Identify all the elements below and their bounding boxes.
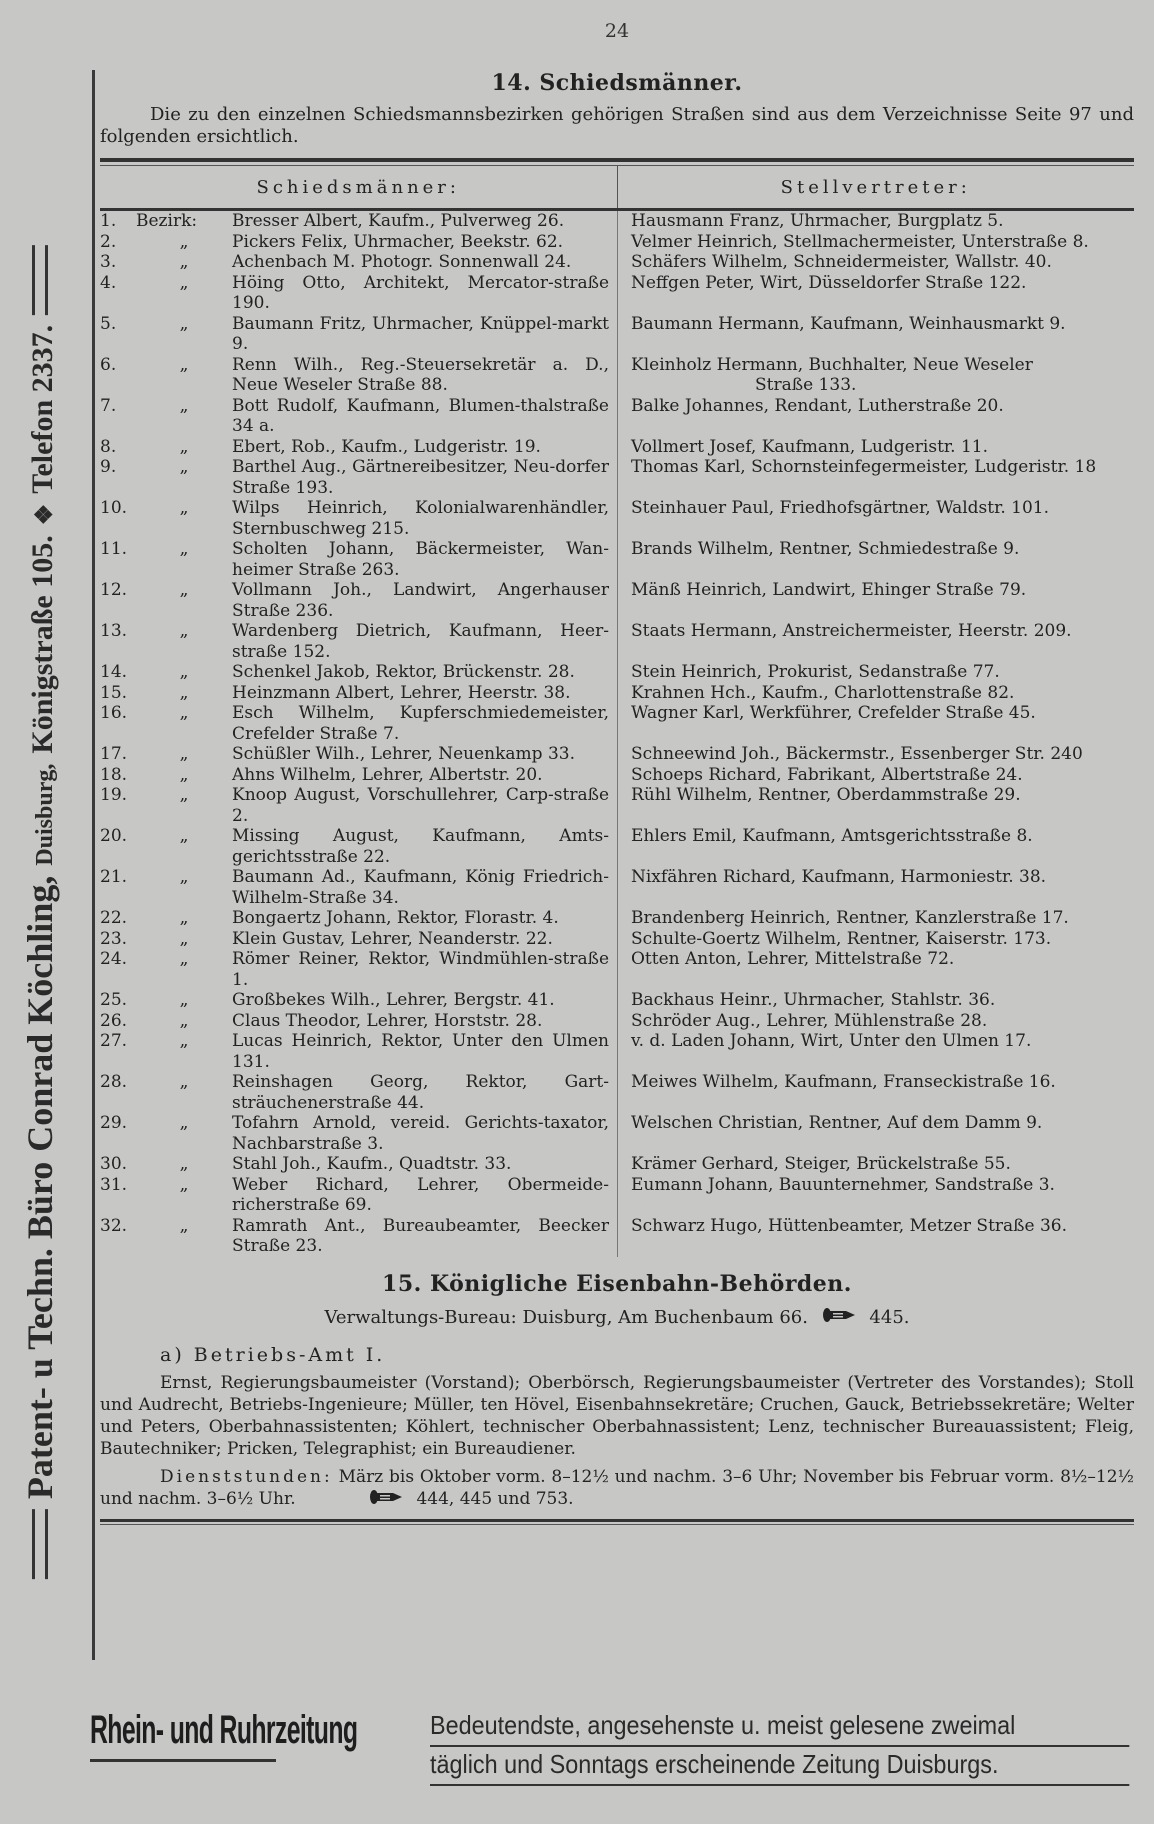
deputy-cell [617, 539, 1134, 580]
arbitrator-cell [100, 765, 617, 786]
arbitrator-entry: Schüßler Wilh., Lehrer, Neuenkamp 33. [232, 744, 575, 764]
arbitrator-entry: Lucas Heinrich, Rektor, Unter den Ulmen 131. [232, 1031, 609, 1072]
arbitrator-cell [100, 929, 617, 950]
district-number: 7. [100, 395, 117, 416]
arbitrator-cell [100, 498, 617, 539]
table-row [100, 232, 1134, 253]
deputy-cell [617, 908, 1134, 929]
deputy-cell [617, 580, 1134, 621]
deputy-entry: Schäfers Wilhelm, Schneidermeister, Wallstr. 40. [631, 252, 1052, 272]
table-row [100, 396, 1134, 437]
arbitrator-entry: Pickers Felix, Uhrmacher, Beekstr. 62. [232, 231, 564, 252]
table-row [100, 949, 1134, 990]
deputy-entry: Meiwes Wilhelm, Kaufmann, Franseckistraße 16. [631, 1072, 1056, 1092]
table-row [100, 744, 1134, 765]
district-number: 22. [100, 908, 128, 928]
ditto-mark: „ [179, 436, 189, 457]
table-row [100, 785, 1134, 826]
arbitrator-entry: Höing Otto, Architekt, Mercator-straße 190. [232, 272, 609, 313]
ditto-mark: „ [179, 990, 189, 1010]
arbitrator-entry: Schenkel Jakob, Rektor, Brückenstr. 28. [232, 662, 575, 682]
phone-numbers: 444, 445 und 753. [416, 1489, 574, 1509]
sidebar-segment: Königstraße 105. [26, 535, 59, 754]
arbitrator-cell [100, 867, 617, 908]
section-intro: Die zu den einzelnen Schiedsmannsbezirken gehörigen Straßen sind aus dem Verzeichnisse Seite 97 und folgenden ersichtlich. [100, 104, 1134, 147]
table-row [100, 539, 1134, 580]
district-number: 15. [100, 682, 128, 703]
deputy-entry: Neffgen Peter, Wirt, Düsseldorfer Straße 122. [631, 272, 1027, 293]
arbitrator-entry: Reinshagen Georg, Rektor, Gart-sträuchenerstraße 44. [232, 1072, 609, 1113]
district-number: 8. [100, 436, 117, 457]
telephone-icon [822, 1307, 856, 1328]
ditto-mark: „ [179, 354, 189, 375]
arbitrator-table [100, 211, 1134, 1257]
ditto-mark: „ [179, 313, 189, 334]
deputy-cell [617, 703, 1134, 744]
deputy-cell [617, 437, 1134, 458]
table-row [100, 703, 1134, 744]
newspaper-description [430, 1708, 1130, 1786]
sidebar-segment: Conrad Köchling, [20, 875, 60, 1152]
table-row [100, 211, 1134, 232]
arbitrator-cell [100, 703, 617, 744]
office-hours [100, 1466, 1134, 1511]
arbitrator-entry: Klein Gustav, Lehrer, Neanderstr. 22. [232, 928, 553, 949]
deputy-entry: Eumann Johann, Bauunternehmer, Sandstraße 3. [631, 1174, 1055, 1195]
deputy-cell [617, 990, 1134, 1011]
deputy-cell [617, 355, 1134, 396]
district-number: 14. [100, 662, 128, 682]
district-number: 9. [100, 457, 117, 477]
table-row [100, 908, 1134, 929]
deputy-entry: Vollmert Josef, Kaufmann, Ludgeristr. 11. [631, 436, 989, 457]
ditto-mark: „ [179, 580, 189, 600]
arbitrator-entry: Scholten Johann, Bäckermeister, Wan-heimer Straße 263. [232, 539, 609, 580]
district-number: 5. [100, 313, 117, 334]
deputy-entry: Otten Anton, Lehrer, Mittelstraße 72. [631, 949, 955, 969]
deputy-entry: Kleinholz Hermann, Buchhalter, Neue Weseler [631, 354, 1033, 375]
arbitrator-cell [100, 1216, 617, 1257]
ditto-mark: „ [179, 272, 189, 293]
district-number: 29. [100, 1113, 128, 1133]
arbitrator-cell [100, 683, 617, 704]
table-row [100, 457, 1134, 498]
district-number: 20. [100, 826, 128, 846]
table-row [100, 621, 1134, 662]
arbitrator-cell [100, 1031, 617, 1072]
district-number: 1. [100, 211, 117, 231]
arbitrator-cell [100, 949, 617, 990]
ditto-mark: „ [179, 908, 189, 928]
footer-rule [100, 1519, 1134, 1525]
deputy-cell [617, 949, 1134, 990]
deputy-cell [617, 785, 1134, 826]
deputy-cell [617, 765, 1134, 786]
district-number: 28. [100, 1072, 128, 1092]
ditto-mark: „ [179, 682, 189, 703]
arbitrator-entry: Baumann Fritz, Uhrmacher, Knüppel-markt 9. [232, 313, 609, 354]
newspaper-name: Rhein- und Ruhrzeitung [90, 1708, 276, 1762]
ditto-mark: „ [179, 1010, 189, 1031]
district-number: 30. [100, 1154, 128, 1174]
table-row [100, 1154, 1134, 1175]
district-number: 17. [100, 744, 128, 764]
arbitrator-cell [100, 621, 617, 662]
deputy-entry: Balke Johannes, Rendant, Lutherstraße 20. [631, 395, 1004, 416]
deputy-entry: Hausmann Franz, Uhrmacher, Burgplatz 5. [631, 211, 1004, 231]
arbitrator-entry: Baumann Ad., Kaufmann, König Friedrich-Wilhelm-Straße 34. [232, 867, 609, 908]
arbitrator-cell [100, 744, 617, 765]
district-number: 2. [100, 231, 117, 252]
ditto-mark: „ [179, 703, 189, 723]
deputy-entry: Stein Heinrich, Prokurist, Sedanstraße 77. [631, 662, 1000, 682]
arbitrator-entry: Missing August, Kaufmann, Amts-gerichtsstraße 22. [232, 826, 609, 867]
deputy-entry: Schwarz Hugo, Hüttenbeamter, Metzer Straße 36. [631, 1215, 1068, 1236]
page-content [100, 70, 1134, 1525]
arbitrator-entry: Ebert, Rob., Kaufm., Ludgeristr. 19. [232, 436, 541, 457]
arbitrator-entry: Renn Wilh., Reg.-Steuersekretär a. D., Neue Weseler Straße 88. [232, 354, 609, 395]
arbitrator-cell [100, 457, 617, 498]
deputy-cell [617, 1113, 1134, 1154]
ditto-mark: „ [179, 457, 189, 477]
deputy-entry: Ehlers Emil, Kaufmann, Amtsgerichtsstraße 8. [631, 826, 1033, 846]
arbitrator-entry: Wilps Heinrich, Kolonialwarenhändler, Sternbuschweg 215. [232, 498, 609, 539]
sidebar-segment: Telefon 2337. [26, 324, 59, 494]
district-number: 21. [100, 867, 128, 887]
sidebar-text [19, 245, 61, 1579]
deputy-entry: Rühl Wilhelm, Rentner, Oberdammstraße 29. [631, 785, 1021, 805]
deputy-cell [617, 683, 1134, 704]
table-row [100, 826, 1134, 867]
deputy-cell [617, 314, 1134, 355]
ornament-icon: ❖ [32, 503, 58, 526]
deputy-cell [617, 273, 1134, 314]
arbitrator-entry: Bongaertz Johann, Rektor, Florastr. 4. [232, 908, 559, 928]
table-row [100, 1175, 1134, 1216]
hours-label: Dienststunden: [160, 1467, 333, 1487]
deputy-cell [617, 1216, 1134, 1257]
deputy-cell [617, 867, 1134, 908]
arbitrator-cell [100, 437, 617, 458]
district-number: 4. [100, 272, 117, 293]
arbitrator-entry: Bott Rudolf, Kaufmann, Blumen-thalstraße 34 a. [232, 395, 609, 436]
deputy-cell [617, 929, 1134, 950]
ditto-mark: „ [179, 744, 189, 764]
deputy-cell [617, 662, 1134, 683]
arbitrator-cell [100, 273, 617, 314]
district-number: 19. [100, 785, 128, 805]
deputy-cell [617, 1072, 1134, 1113]
ad-line: Bedeutendste, angesehenste u. meist gelesene zweimal [430, 1708, 1129, 1747]
deputy-entry: Krahnen Hch., Kaufm., Charlottenstraße 82. [631, 682, 1015, 703]
deputy-entry: Schoeps Richard, Fabrikant, Albertstraße 24. [631, 764, 1023, 785]
table-row [100, 1011, 1134, 1032]
telephone-icon [309, 1489, 403, 1511]
deputy-entry: Wagner Karl, Werkführer, Crefelder Straße 45. [631, 703, 1036, 723]
double-rule [32, 1509, 48, 1579]
deputy-entry: Nixfähren Richard, Kaufmann, Harmoniestr. 38. [631, 867, 1047, 887]
arbitrator-entry: Römer Reiner, Rektor, Windmühlen-straße 1. [232, 949, 609, 990]
district-number: 10. [100, 498, 128, 518]
ditto-mark: „ [179, 1215, 189, 1236]
arbitrator-cell [100, 580, 617, 621]
deputy-entry: Staats Hermann, Anstreichermeister, Heerstr. 209. [631, 621, 1072, 641]
district-number: 16. [100, 703, 128, 723]
deputy-entry: Krämer Gerhard, Steiger, Brückelstraße 55. [631, 1154, 1011, 1174]
arbitrator-cell [100, 990, 617, 1011]
table-rule [100, 158, 1134, 162]
arbitrator-entry: Stahl Joh., Kaufm., Quadtstr. 33. [232, 1154, 512, 1174]
ditto-mark: „ [179, 928, 189, 949]
deputy-entry: Schneewind Joh., Bäckermstr., Essenberger Str. 240 [631, 744, 1083, 764]
table-row [100, 252, 1134, 273]
arbitrator-cell [100, 826, 617, 867]
newspaper-advertisement [90, 1708, 1134, 1779]
ditto-mark: „ [179, 1072, 189, 1092]
ditto-mark: „ [179, 395, 189, 416]
deputy-cell [617, 744, 1134, 765]
table-row [100, 273, 1134, 314]
table-row [100, 355, 1134, 396]
column-header-arbitrators: Schiedsmänner: [100, 166, 618, 208]
ditto-mark: „ [179, 539, 189, 559]
column-header-deputies: Stellvertreter: [780, 176, 971, 198]
deputy-entry: Brands Wilhelm, Rentner, Schmiedestraße 9. [631, 539, 1020, 559]
ditto-mark: „ [179, 949, 189, 969]
deputy-entry: Velmer Heinrich, Stellmachermeister, Unterstraße 8. [631, 231, 1089, 252]
deputy-cell [617, 396, 1134, 437]
arbitrator-cell [100, 1154, 617, 1175]
arbitrator-cell [100, 355, 617, 396]
district-number: 3. [100, 252, 117, 272]
arbitrator-entry: Heinzmann Albert, Lehrer, Heerstr. 38. [232, 682, 571, 703]
section-railway [100, 1271, 1134, 1525]
deputy-entry: Mänß Heinrich, Landwirt, Ehinger Straße 79. [631, 580, 1027, 600]
deputy-entry: Schröder Aug., Lehrer, Mühlenstraße 28. [631, 1010, 988, 1031]
arbitrator-cell [100, 314, 617, 355]
ditto-mark: „ [179, 252, 189, 272]
table-row [100, 990, 1134, 1011]
arbitrator-entry: Ramrath Ant., Bureaubeamter, Beecker Straße 23. [232, 1215, 609, 1256]
arbitrator-cell [100, 662, 617, 683]
staff-list: Ernst, Regierungsbaumeister (Vorstand); Oberbörsch, Regierungsbaumeister (Vertreter des Vorstandes); Stoll und Audrecht, Betriebs-Ingenieure; Müller, ten Hövel, Eisenbahnsekretäre; Cruchen, Gauck, Betriebssekretäre; Welter und Peters, Oberbahnassistenten; Köhlert, technischer Oberbahnassistent; Lenz, technischer Bureauassistent; Fleig, Bautechniker; Pricken, Telegraphist; ein Bureaudiener. [100, 1373, 1134, 1459]
ditto-mark: „ [179, 764, 189, 785]
arbitrator-cell [100, 396, 617, 437]
bureau-address [100, 1307, 1134, 1329]
arbitrator-entry: Barthel Aug., Gärtnereibesitzer, Neu-dorfer Straße 193. [232, 457, 609, 498]
arbitrator-entry: Achenbach M. Photogr. Sonnenwall 24. [232, 252, 572, 272]
subsection-title: a) Betriebs-Amt I. [160, 1344, 386, 1366]
ditto-mark: „ [179, 1174, 189, 1195]
arbitrator-entry: Großbekes Wilh., Lehrer, Bergstr. 41. [232, 990, 555, 1010]
deputy-entry: Brandenberg Heinrich, Rentner, Kanzlerstraße 17. [631, 908, 1069, 928]
ditto-mark: „ [179, 231, 189, 252]
sidebar-segment: Duisburg, [32, 763, 58, 866]
deputy-cell [617, 1154, 1134, 1175]
district-number: 12. [100, 580, 128, 600]
table-row [100, 580, 1134, 621]
deputy-cell [617, 457, 1134, 498]
deputy-entry: Straße 133. [755, 375, 857, 395]
section-title: 15. Königliche Eisenbahn-Behörden. [382, 1270, 852, 1297]
table-row [100, 498, 1134, 539]
arbitrator-entry: Ahns Wilhelm, Lehrer, Albertstr. 20. [232, 764, 543, 785]
district-number: 32. [100, 1215, 128, 1236]
deputy-cell [617, 1175, 1134, 1216]
phone-number: 445. [869, 1306, 910, 1328]
arbitrator-cell [100, 908, 617, 929]
table-row [100, 437, 1134, 458]
ditto-mark: „ [179, 1154, 189, 1174]
district-label: Bezirk: [136, 211, 198, 231]
deputy-cell [617, 1011, 1134, 1032]
arbitrator-entry: Claus Theodor, Lehrer, Horststr. 28. [232, 1010, 543, 1031]
ditto-mark: „ [179, 498, 189, 518]
ditto-mark: „ [179, 867, 189, 887]
table-row [100, 1072, 1134, 1113]
ditto-mark: „ [179, 1113, 189, 1133]
double-rule [32, 245, 48, 315]
ditto-mark: „ [179, 826, 189, 846]
deputy-cell [617, 826, 1134, 867]
arbitrator-cell [100, 1175, 617, 1216]
arbitrator-cell [100, 785, 617, 826]
arbitrator-cell [100, 1011, 617, 1032]
arbitrator-entry: Tofahrn Arnold, vereid. Gerichts-taxator, Nachbarstraße 3. [232, 1113, 609, 1154]
arbitrator-cell [100, 539, 617, 580]
district-number: 26. [100, 1010, 128, 1031]
arbitrator-cell [100, 211, 617, 232]
deputy-entry: Baumann Hermann, Kaufmann, Weinhausmarkt 9. [631, 313, 1066, 334]
district-number: 27. [100, 1031, 128, 1051]
section-title: 14. Schiedsmänner. [491, 70, 743, 96]
ditto-mark: „ [179, 621, 189, 641]
table-header [100, 166, 1134, 208]
ad-line: täglich und Sonntags erscheinende Zeitung Duisburgs. [430, 1747, 1129, 1786]
deputy-cell [617, 232, 1134, 253]
table-row [100, 1216, 1134, 1257]
district-number: 18. [100, 764, 128, 785]
arbitrator-entry: Vollmann Joh., Landwirt, Angerhauser Straße 236. [232, 580, 609, 621]
table-row [100, 765, 1134, 786]
sidebar-segment: Patent- u Techn. Büro [20, 1161, 60, 1500]
arbitrator-entry: Wardenberg Dietrich, Kaufmann, Heer-straße 152. [232, 621, 609, 662]
district-number: 24. [100, 949, 128, 969]
deputy-entry: v. d. Laden Johann, Wirt, Unter den Ulmen 17. [631, 1031, 1032, 1051]
deputy-entry: Steinhauer Paul, Friedhofsgärtner, Waldstr. 101. [631, 498, 1050, 518]
deputy-entry: Backhaus Heinr., Uhrmacher, Stahlstr. 36. [631, 990, 996, 1010]
ditto-mark: „ [179, 1031, 189, 1051]
district-number: 25. [100, 990, 128, 1010]
arbitrator-cell [100, 1072, 617, 1113]
ditto-mark: „ [179, 662, 189, 682]
arbitrator-cell [100, 232, 617, 253]
table-row [100, 1113, 1134, 1154]
table-row [100, 929, 1134, 950]
deputy-entry: Welschen Christian, Rentner, Auf dem Damm 9. [631, 1113, 1043, 1133]
ditto-mark: „ [179, 785, 189, 805]
address-text: Verwaltungs-Bureau: Duisburg, Am Buchenbaum 66. [324, 1306, 808, 1328]
sidebar-advertisement [0, 0, 80, 1824]
deputy-cell [617, 498, 1134, 539]
page-border-line [92, 70, 95, 1660]
deputy-cell [617, 621, 1134, 662]
table-row [100, 314, 1134, 355]
arbitrator-entry: Knoop August, Vorschullehrer, Carp-straße 2. [232, 785, 609, 826]
district-number: 13. [100, 621, 128, 641]
arbitrator-cell [100, 252, 617, 273]
deputy-entry: Thomas Karl, Schornsteinfegermeister, Ludgeristr. 18 [631, 457, 1097, 477]
district-number: 31. [100, 1174, 128, 1195]
hours-text: März bis Oktober vorm. 8–12½ und nachm. 3–6 Uhr; November bis Februar vorm. 8½–12½ und nachm. 3–6½ Uhr. [100, 1467, 1135, 1509]
deputy-cell [617, 252, 1134, 273]
deputy-cell [617, 211, 1134, 232]
table-row [100, 662, 1134, 683]
deputy-cell [617, 1031, 1134, 1072]
table-row [100, 683, 1134, 704]
arbitrator-entry: Esch Wilhelm, Kupferschmiedemeister, Crefelder Straße 7. [232, 703, 609, 744]
page-number: 24 [604, 20, 630, 42]
district-number: 6. [100, 354, 117, 375]
deputy-entry: Schulte-Goertz Wilhelm, Rentner, Kaiserstr. 173. [631, 928, 1052, 949]
arbitrator-cell [100, 1113, 617, 1154]
arbitrator-entry: Bresser Albert, Kaufm., Pulverweg 26. [232, 211, 565, 231]
arbitrator-entry: Weber Richard, Lehrer, Obermeide-richerstraße 69. [232, 1174, 609, 1215]
district-number: 23. [100, 928, 128, 949]
district-number: 11. [100, 539, 128, 559]
table-row [100, 1031, 1134, 1072]
table-row [100, 867, 1134, 908]
